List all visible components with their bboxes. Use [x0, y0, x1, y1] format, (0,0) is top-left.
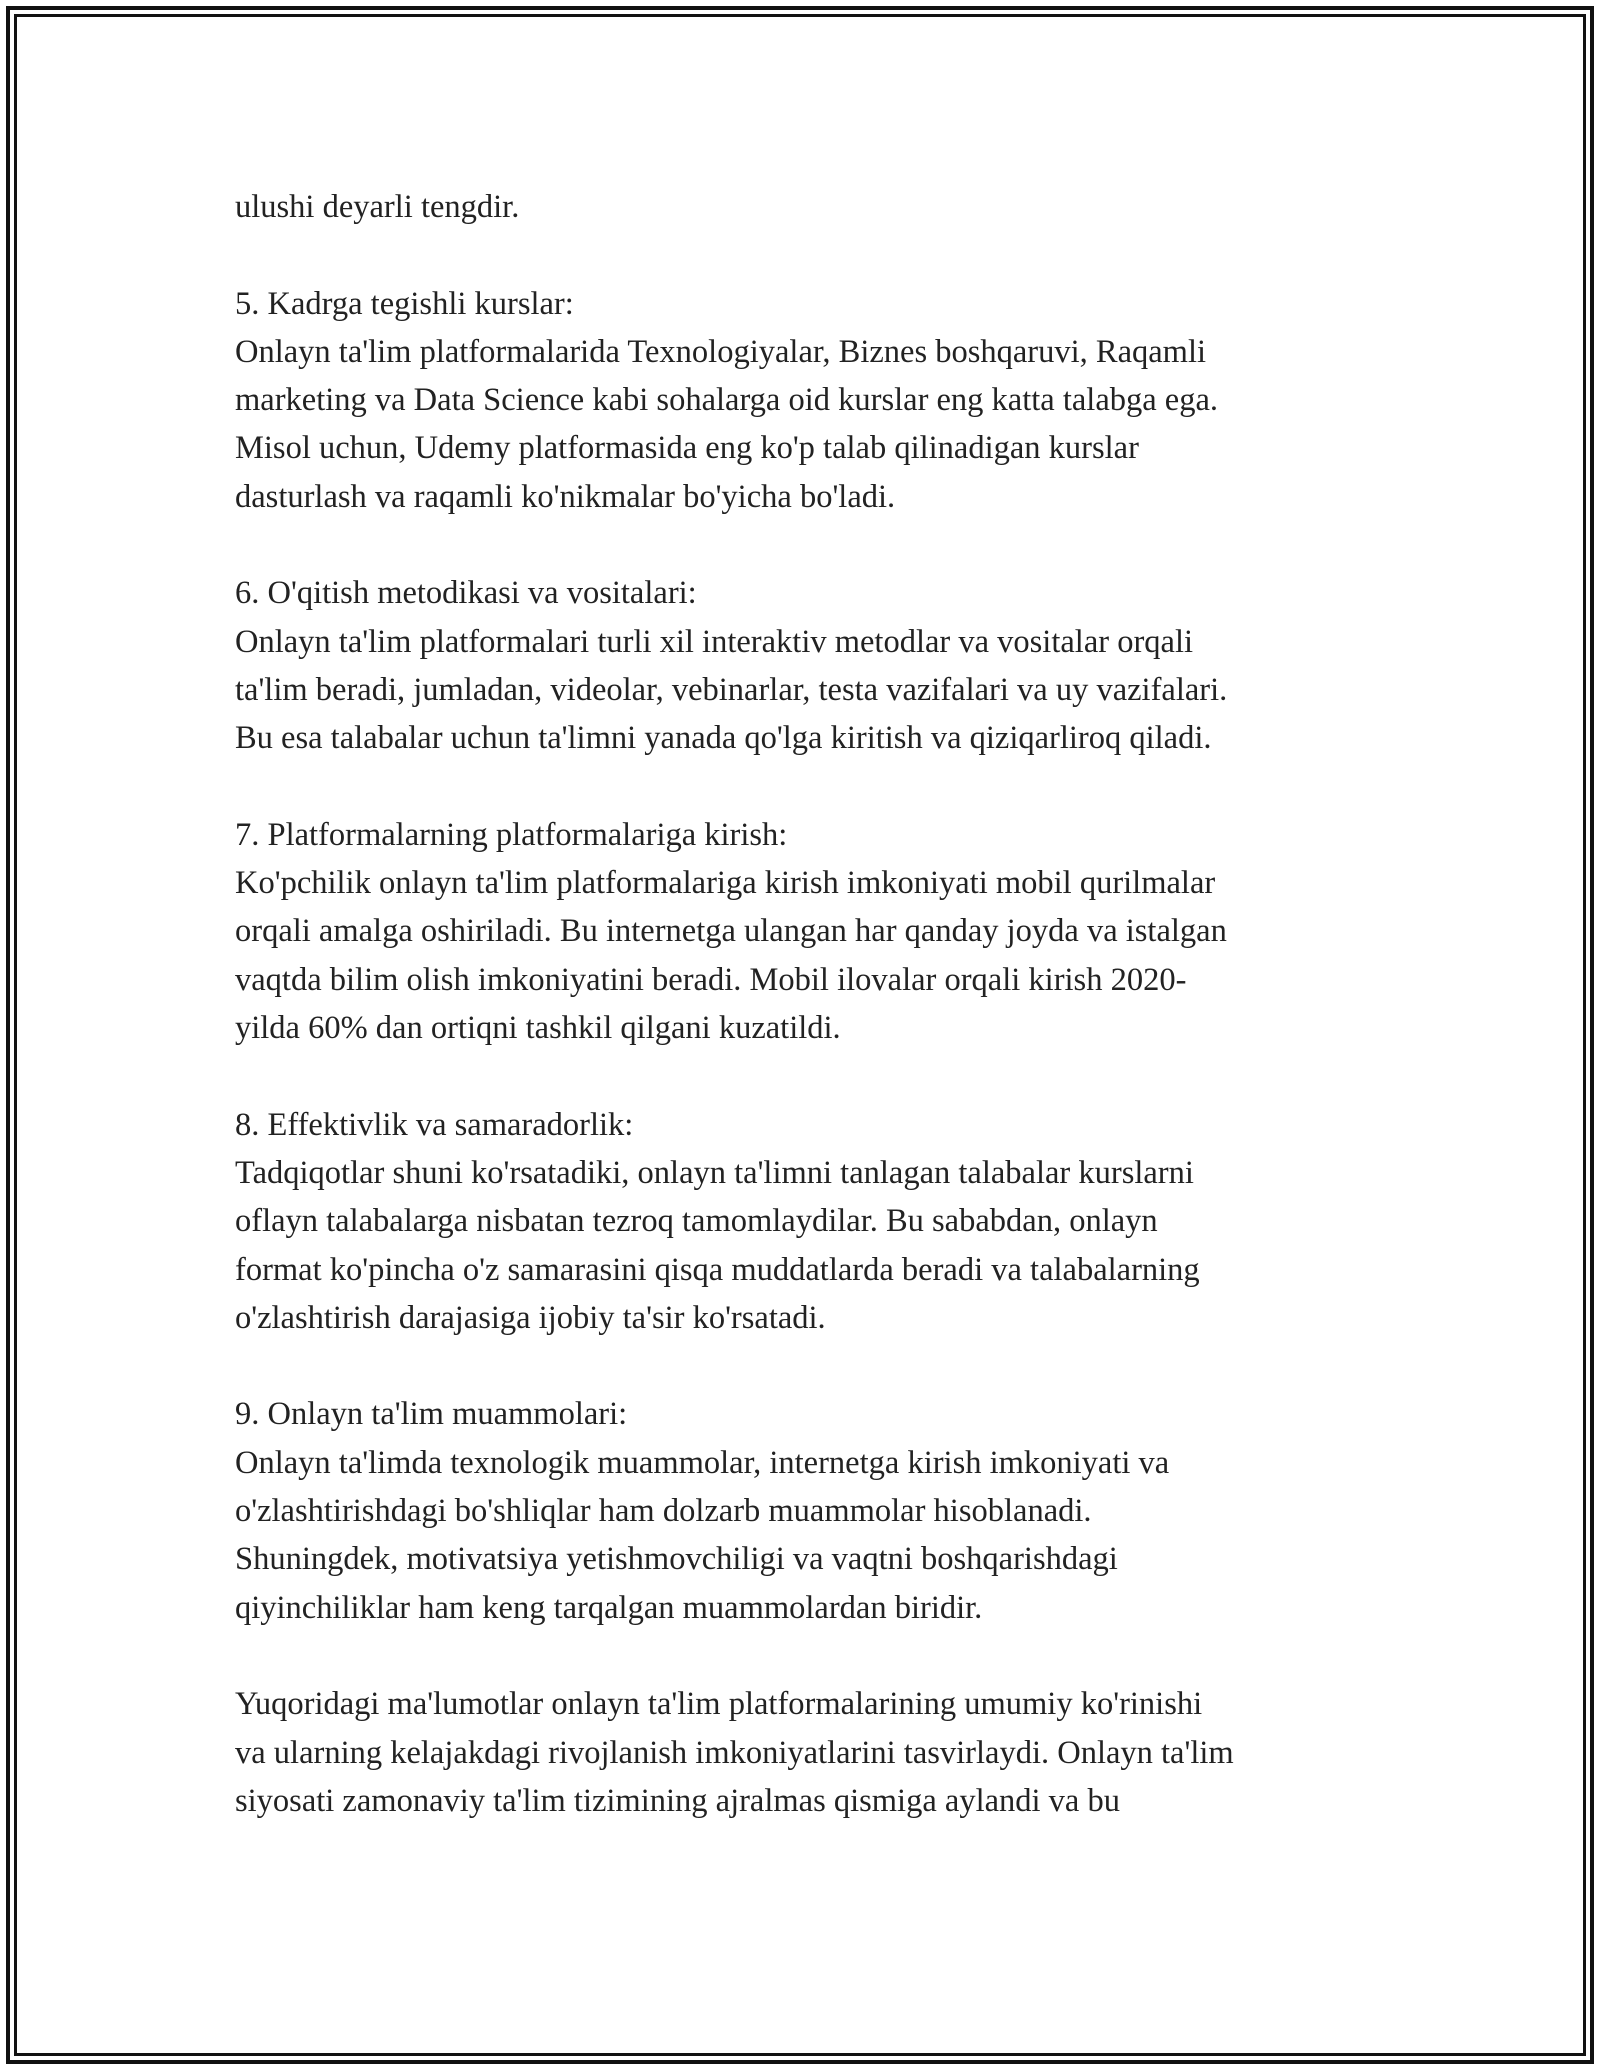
section-paragraph: Ko'pchilik onlayn ta'lim platformalariga kirish imkoniyati mobil qurilmalar orqali amalga oshiriladi. Bu internetga ulangan har qanday joyda va istalgan vaqtda bilim olish imkoniyatini beradi. Mobil ilovalar orqali kirish 2020- yilda 60% dan ortiqni tashkil qilgani kuzatildi.: [235, 865, 1227, 1047]
section-paragraph: Onlayn ta'lim platformalarida Texnologiyalar, Biznes boshqaruvi, Raqamli marketing va Data Science kabi sohalarga oid kurslar eng katta talabga ega. Misol uchun, Udemy platformasida eng ko'p talab qilinadigan kurslar dasturlash va raqamli ko'nikmalar bo'yicha bo'ladi.: [235, 333, 1219, 515]
section-heading: 6. O'qitish metodikasi va vositalari:: [235, 575, 697, 612]
section-heading: 5. Kadrga tegishli kurslar:: [235, 285, 574, 322]
section-paragraph: Onlayn ta'lim platformalari turli xil interaktiv metodlar va vositalar orqali ta'lim beradi, jumladan, videolar, vebinarlar, testa vazifalari va uy vazifalari. Bu esa talabalar uchun ta'limni yanada qo'lga kiritish va qiziqarliroq qiladi.: [235, 623, 1228, 757]
section-paragraph: Tadqiqotlar shuni ko'rsatadiki, onlayn ta'limni tanlagan talabalar kurslarni oflayn talabalarga nisbatan tezroq tamomlaydilar. Bu sababdan, onlayn format ko'pincha o'z samarasini qisqa muddatlarda beradi va talabalarning o'zlashtirish darajasiga ijobiy ta'sir ko'rsatadi.: [235, 1154, 1200, 1336]
section-heading: 9. Onlayn ta'lim muammolari:: [235, 1396, 628, 1433]
section-heading: 7. Platformalarning platformalariga kirish:: [235, 816, 788, 853]
section-platformalarga-kirish: [235, 811, 1395, 1052]
opening-fragment: ulushi deyarli tengdir.: [235, 189, 520, 225]
document-body: [235, 183, 1395, 1825]
section-paragraph: Onlayn ta'limda texnologik muammolar, internetga kirish imkoniyati va o'zlashtirishdagi bo'shliqlar ham dolzarb muammolar hisoblanadi. Shuningdek, motivatsiya yetishmovchiligi va vaqtni boshqarishdagi qiyinchiliklar ham keng tarqalgan muammolardan biridir.: [235, 1444, 1170, 1626]
section-effektivlik: [235, 1101, 1395, 1342]
closing-paragraph: Yuqoridagi ma'lumotlar onlayn ta'lim platformalarining umumiy ko'rinishi va ularning kelajakdagi rivojlanish imkoniyatlarini tasvirlaydi. Onlayn ta'lim siyosati zamonaviy ta'lim tizimining ajralmas qismiga aylandi va bu: [235, 1686, 1234, 1819]
section-kadrga-tegishli-kurslar: [235, 280, 1395, 521]
section-onlayn-talim-muammolari: [235, 1390, 1395, 1631]
section-heading: 8. Effektivlik va samaradorlik:: [235, 1106, 634, 1143]
section-oqitish-metodikasi: [235, 569, 1395, 762]
